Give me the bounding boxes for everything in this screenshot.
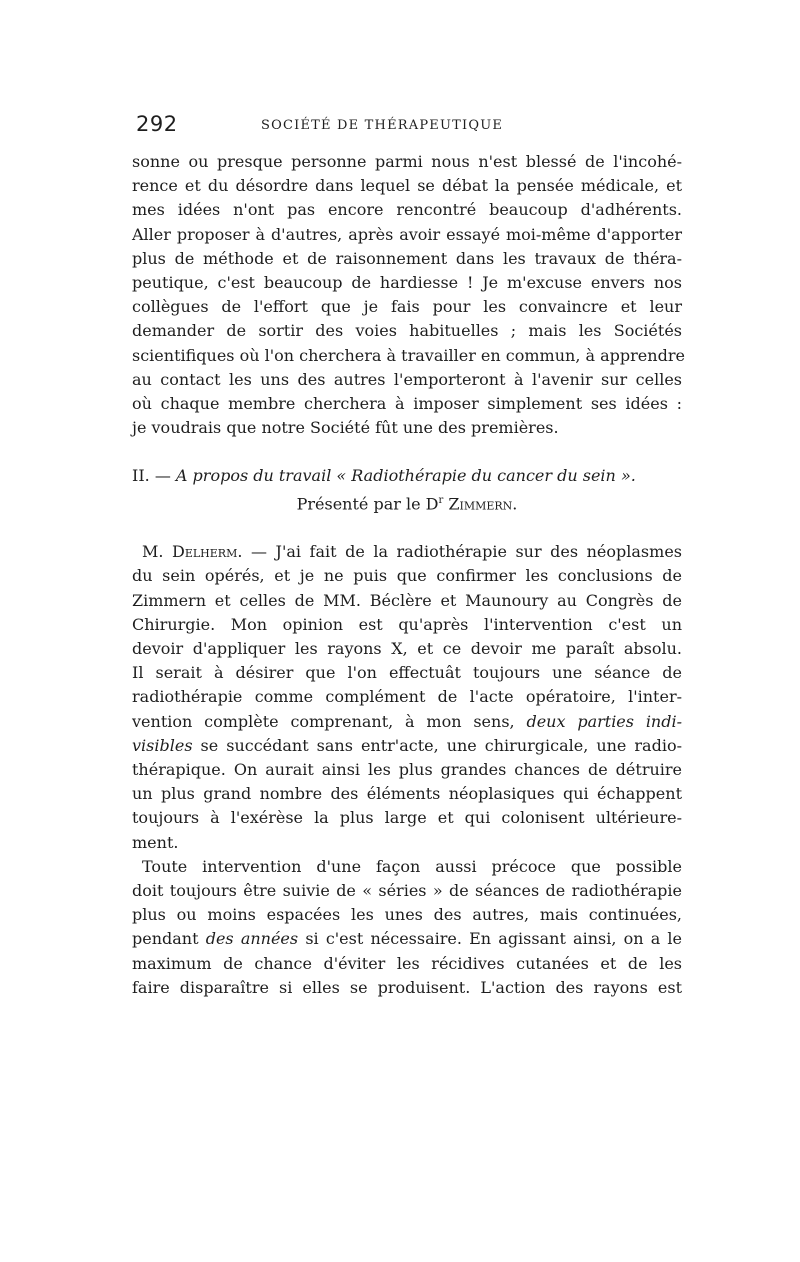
presented-prefix: Présenté par le D — [296, 493, 439, 513]
text-line — [132, 927, 682, 951]
speaker-text: — J'ai fait de la radiothérapie sur des néoplasmes — [250, 542, 682, 562]
text-line: doit toujours être suivie de « séries » de séances de radiothérapie — [132, 881, 682, 901]
text-line: faire disparaître si elles se produisent. L'action des rayons est — [132, 977, 682, 997]
text-line: un plus grand nombre des éléments néoplasiques qui échappent — [132, 784, 682, 804]
text-line: scientifiques où l'on cherchera à travailler en commun, à apprendre — [132, 345, 685, 365]
text-line: du sein opérés, et je ne puis que confirmer les conclusions de — [132, 566, 682, 586]
text-line: maximum de chance d'éviter les récidives cutanées et de les — [132, 953, 682, 973]
text-line: je voudrais que notre Société fût une des premières. — [132, 418, 559, 438]
body-text — [132, 150, 685, 1000]
text-line: Zimmern et celles de MM. Béclère et Maunoury au Congrès de — [132, 590, 682, 610]
text-line: rence et du désordre dans lequel se débat la pensée médicale, et — [132, 176, 682, 196]
presented-sup: r — [438, 494, 444, 506]
paragraph-2 — [132, 540, 682, 855]
spacer — [132, 516, 682, 540]
text-line: devoir d'appliquer les rayons X, et ce devoir me paraît absolu. — [132, 638, 682, 658]
text-line — [132, 734, 682, 758]
text-fragment: pendant — [132, 929, 199, 949]
paragraph-3 — [132, 855, 682, 1000]
text-line: radiothérapie comme complément de l'acte opératoire, l'inter- — [132, 687, 682, 707]
text-line: collègues de l'effort que je fais pour les convaincre et leur — [132, 297, 682, 317]
text-line: sonne ou presque personne parmi nous n'est blessé de l'incohé- — [132, 152, 682, 171]
text-line — [132, 540, 682, 564]
section-number: II. — — [132, 466, 171, 486]
emphasis: visibles — [132, 735, 193, 755]
running-title: SOCIÉTÉ DE THÉRAPEUTIQUE — [261, 118, 504, 133]
text-line: Chirurgie. Mon opinion est qu'après l'intervention c'est un — [132, 614, 682, 634]
text-fragment: se succédant sans entr'acte, une chirurgicale, une radio- — [200, 735, 682, 755]
emphasis: des années — [205, 929, 299, 949]
presenter-name: Zimmern. — [448, 493, 518, 513]
text-line: Toute intervention d'une façon aussi précoce que possible — [142, 856, 682, 876]
text-line: plus ou moins espacées les unes des autres, mais continuées, — [132, 905, 682, 925]
text-line — [132, 710, 682, 734]
text-fragment: vention complète comprenant, à mon sens, — [132, 711, 515, 731]
spacer — [132, 440, 682, 464]
text-line: toujours à l'exérèse la plus large et qui colonisent ultérieure- — [132, 808, 682, 828]
text-line: peutique, c'est beaucoup de hardiesse ! Je m'excuse envers nos — [132, 273, 682, 293]
page-header — [136, 112, 681, 142]
emphasis: deux parties indi- — [526, 711, 682, 731]
text-line: Aller proposer à d'autres, après avoir essayé moi-même d'apporter — [132, 224, 682, 244]
paragraph-1 — [132, 150, 685, 440]
section-title-line — [132, 464, 682, 488]
text-line: où chaque membre cherchera à imposer simplement ses idées : — [132, 394, 682, 414]
text-line: Il serait à désirer que l'on effectuât toujours une séance de — [132, 663, 682, 683]
text-fragment: si c'est nécessaire. En agissant ainsi, on a le — [305, 929, 683, 949]
text-line: thérapique. On aurait ainsi les plus grandes chances de détruire — [132, 760, 682, 779]
text-line: mes idées n'ont pas encore rencontré beaucoup d'adhérents. — [132, 200, 682, 220]
text-line: demander de sortir des voies habituelles ; mais les Sociétés — [132, 321, 682, 341]
section-title: A propos du travail « Radiothérapie du cancer du sein ». — [175, 466, 636, 486]
page-number: 292 — [136, 112, 178, 136]
speaker-name: M. Delherm. — [142, 542, 243, 562]
section-heading — [132, 464, 682, 516]
presented-by-line — [132, 489, 682, 517]
text-line: au contact les uns des autres l'emporteront à l'avenir sur celles — [132, 369, 682, 389]
text-line: plus de méthode et de raisonnement dans les travaux de théra- — [132, 248, 682, 268]
text-line: ment. — [132, 832, 179, 852]
